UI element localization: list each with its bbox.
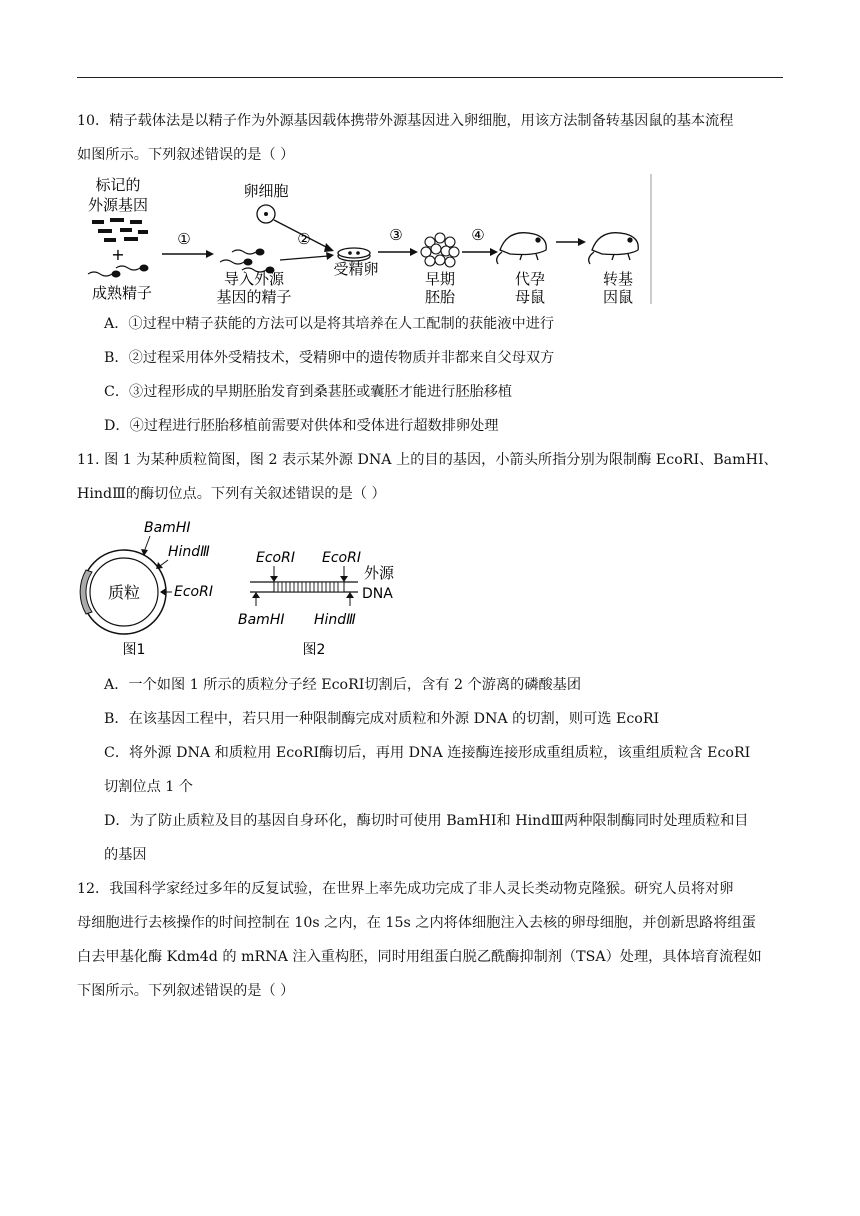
label-marked-gene-2: 外源基因 (87, 196, 149, 214)
plasmid-hind-label: HindⅢ (168, 544, 210, 560)
q10-option-b[interactable]: B．②过程采用体外受精技术，受精卵中的遗传物质并非都来自父母双方 (104, 350, 555, 366)
question-11-stem (77, 443, 787, 511)
label-zygote: 受精卵 (333, 260, 379, 278)
sperm-icon (88, 265, 148, 277)
q11-option-b[interactable]: B．在该基因工程中，若只用一种限制酶完成对质粒和外源 DNA 的切割，则可选 EcoRⅠ (104, 711, 660, 727)
q10-option-a[interactable]: A．①过程中精子获能的方法可以是将其培养在人工配制的获能液中进行 (104, 316, 555, 332)
label-mature-sperm: 成熟精子 (91, 284, 153, 302)
early-embryo-icon (421, 233, 459, 267)
label-egg-cell: 卵细胞 (243, 182, 289, 200)
step-4-marker: ④ (471, 226, 485, 244)
q10-line-1: 10．精子载体法是以精子作为外源基因载体携带外源基因进入卵细胞，用该方法制备转基因鼠的基本流程 (77, 113, 734, 129)
gene-fragments-icon (92, 218, 148, 242)
q11-option-c[interactable]: C．将外源 DNA 和质粒用 EcoRⅠ酶切后，再用 DNA 连接酶连接形成重组质粒，该重组质粒含 EcoRI (104, 745, 751, 761)
dna-label-1: 外源 (364, 564, 395, 582)
dna-hind-label: HindⅢ (314, 612, 356, 628)
label-transgenic-2: 因鼠 (602, 288, 634, 306)
plasmid-bamh-label: BamHⅠ (144, 520, 191, 536)
question-12-stem (77, 872, 787, 1008)
q11-line-2: HindⅢ的酶切位点。下列有关叙述错误的是（ ） (77, 486, 386, 502)
q10-figure-transgenic-flow (82, 172, 654, 306)
q10-options (104, 307, 784, 443)
dna-label-2: DNA (362, 586, 393, 602)
q11-options (104, 668, 784, 872)
transgenic-mouse-icon (589, 233, 639, 264)
q12-line-3: 白去甲基化酶 Kdm4d 的 mRNA 注入重构胚，同时用组蛋白脱乙酰酶抑制剂（TSA）处理，具体培育流程如 (77, 949, 762, 965)
figure-1-caption: 图1 (122, 642, 146, 658)
label-surrogate-1: 代孕 (514, 270, 546, 288)
q10-option-c[interactable]: C．③过程形成的早期胚胎发育到桑葚胚或囊胚才能进行胚胎移植 (104, 384, 513, 400)
step-2-marker: ② (297, 230, 311, 248)
step-3-marker: ③ (389, 226, 403, 244)
q11-option-d-cont: 的基因 (104, 847, 147, 863)
label-early-embryo-2: 胚胎 (424, 288, 456, 306)
q12-line-1: 12．我国科学家经过多年的反复试验，在世界上率先成功完成了非人灵长类动物克隆猴。研究人员将对卵 (77, 881, 734, 897)
q11-line-1: 11. 图 1 为某种质粒简图，图 2 表示某外源 DNA 上的目的基因，小箭头所指分别为限制酶 EcoRⅠ、BamHⅠ、 (77, 452, 778, 468)
plasmid-label: 质粒 (107, 583, 141, 602)
step-1-marker: ① (177, 230, 191, 248)
plasmid-ecor-label: EcoRⅠ (174, 584, 213, 600)
q11-option-a[interactable]: A．一个如图 1 所示的质粒分子经 EcoRⅠ切割后，含有 2 个游离的磷酸基团 (104, 677, 582, 693)
dna-ecor-right-label: EcoRⅠ (322, 550, 361, 566)
label-loaded-sperm-1: 导入外源 (223, 270, 285, 288)
label-surrogate-2: 母鼠 (514, 288, 546, 306)
q10-option-d[interactable]: D．④过程进行胚胎移植前需要对供体和受体进行超数排卵处理 (104, 418, 499, 434)
surrogate-mouse-icon (497, 233, 547, 264)
dna-bamh-label: BamHⅠ (238, 612, 285, 628)
q11-option-c-cont: 切割位点 1 个 (104, 779, 193, 795)
q11-option-d[interactable]: D．为了防止质粒及目的基因自身环化，酶切时可使用 BamHⅠ和 HindⅢ两种限制酶同时处理质粒和目 (104, 813, 749, 829)
q11-figure-plasmid-dna (78, 516, 408, 664)
question-10-stem (77, 104, 787, 172)
label-loaded-sperm-2: 基因的精子 (216, 288, 292, 306)
q10-line-2: 如图所示。下列叙述错误的是（ ） (77, 147, 295, 163)
dna-ecor-left-label: EcoRⅠ (256, 550, 295, 566)
label-marked-gene-1: 标记的 (95, 176, 141, 194)
q12-line-2: 母细胞进行去核操作的时间控制在 10s 之内，在 15s 之内将体细胞注入去核的卵母细胞，并创新思路将组蛋 (77, 915, 756, 931)
label-transgenic-1: 转基 (602, 270, 634, 288)
figure-2-caption: 图2 (302, 642, 326, 658)
header-rule (77, 77, 783, 78)
q12-line-4: 下图所示。下列叙述错误的是（ ） (77, 983, 295, 999)
label-early-embryo-1: 早期 (424, 270, 456, 288)
plus-sign: + (111, 245, 125, 264)
foreign-dna-strand-icon (250, 582, 358, 592)
